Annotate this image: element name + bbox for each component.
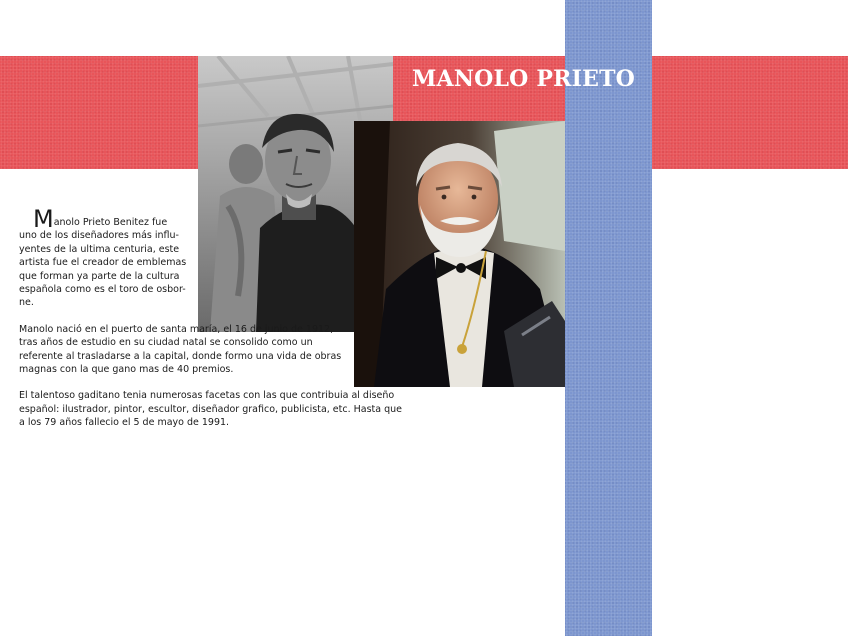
paragraph-1-text: anolo Prieto Benitez fue uno de los diseñadores más influ- yentes de la ultima centuria, este artista fue el creador de emblemas que forman ya parte de la cultura española como es el toro de osbor- ne. [19,217,187,309]
blue-vertical-band [565,0,652,636]
article-paragraph-2: Manolo nació en el puerto de santa maría, el 16 de junio de 1912, tras años de estudio en su ciudad natal se consolido como un referente al trasladarse a la capital, donde formo una vida de obras magnas con la que gano mas de 40 premios. [19,323,342,376]
article-paragraph-1 [19,205,187,310]
article-paragraph-3: El talentoso gaditano tenia numerosas facetas con las que contribuia al diseño español: ilustrador, pintor, escultor, diseñador grafico, publicista, etc. Hasta que a los 79 años fallecio el 5 de mayo de 1991. [19,390,403,429]
page-title: MANOLO PRIETO [412,66,636,92]
article-body [19,205,409,430]
drop-cap: M [33,205,54,233]
